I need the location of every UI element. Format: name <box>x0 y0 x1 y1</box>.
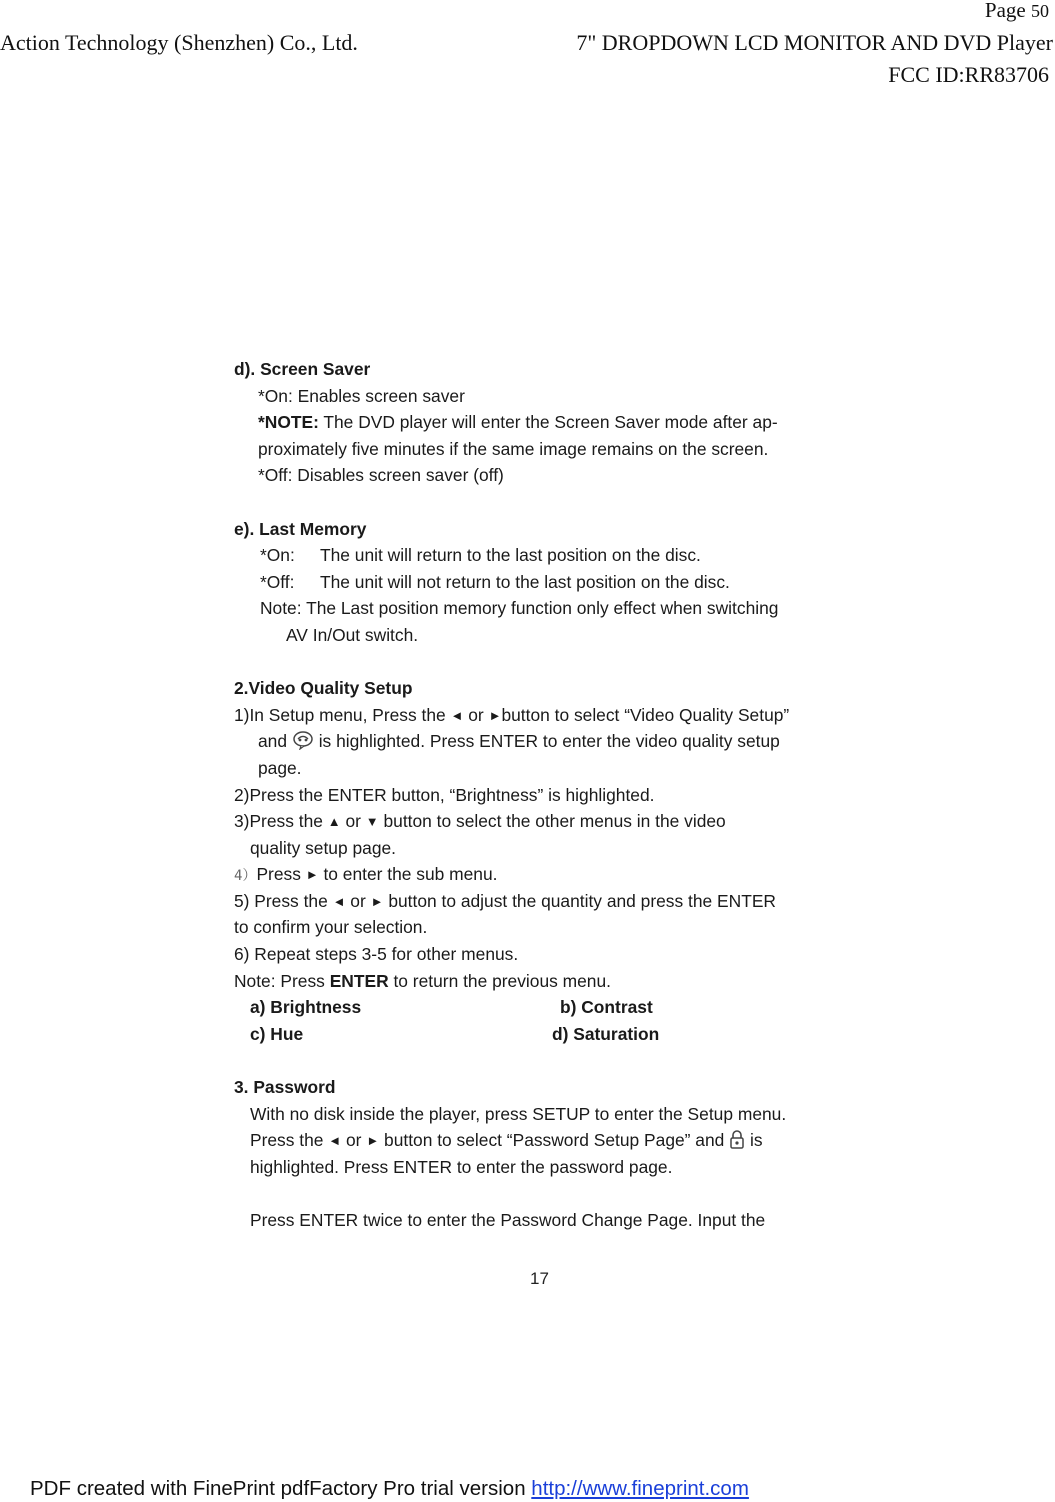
vq-items-row2 <box>234 1021 854 1048</box>
enter-keyword: ENTER <box>329 970 389 991</box>
note-label: *NOTE: <box>258 412 319 433</box>
manual-page-number: 17 <box>530 1269 549 1288</box>
on-text: The unit will return to the last position on the disc. <box>320 545 701 566</box>
vq-step3-line2: quality setup page. <box>250 837 396 858</box>
off-text: The unit will not return to the last position on the disc. <box>320 571 730 592</box>
left-triangle-icon: ◄ <box>328 1133 342 1149</box>
note-text: The DVD player will enter the Screen Saver mode after ap- <box>318 412 778 433</box>
last-memory-off <box>234 569 854 596</box>
text: or <box>340 811 366 832</box>
item-contrast: b) Contrast <box>560 997 653 1018</box>
video-quality-icon <box>292 730 314 758</box>
right-triangle-icon: ► <box>488 707 502 723</box>
footer-link[interactable]: http://www.fineprint.com <box>531 1477 749 1500</box>
vq-items-row1 <box>234 994 854 1021</box>
text: and <box>258 731 292 752</box>
vq-step3-line1 <box>234 808 854 835</box>
page-number: 50 <box>1031 1 1049 21</box>
text: or <box>341 1130 367 1151</box>
spacer <box>234 1180 854 1207</box>
vq-step6: 6) Repeat steps 3-5 for other menus. <box>234 944 519 965</box>
last-memory-on <box>234 542 854 569</box>
screen-saver-off: *Off: Disables screen saver (off) <box>258 465 504 486</box>
last-memory-note-line1: Note: The Last position memory function only effect when switching <box>260 598 779 619</box>
item-saturation: d) Saturation <box>552 1023 660 1044</box>
fcc-id: FCC ID:RR83706 <box>888 62 1049 87</box>
password-line4: Press ENTER twice to enter the Password Change Page. Input the <box>250 1210 766 1230</box>
lock-icon <box>729 1129 745 1157</box>
item-brightness: a) Brightness <box>250 997 362 1018</box>
item-hue: c) Hue <box>250 1023 304 1044</box>
section-title-video-quality: 2.Video Quality Setup <box>234 678 413 699</box>
pdf-footer <box>30 1477 749 1501</box>
text: Note: Press <box>234 970 330 991</box>
text: Press the <box>250 1130 329 1151</box>
on-label: *On: <box>260 545 295 566</box>
footer-text: PDF created with FinePrint pdfFactory Pro trial version <box>30 1477 532 1500</box>
text: 1)In Setup menu, Press the <box>234 704 451 725</box>
text: is <box>745 1130 763 1151</box>
manual-page <box>234 356 854 1234</box>
spacer <box>234 649 854 676</box>
down-triangle-icon: ▼ <box>365 814 379 830</box>
text: or <box>463 704 489 725</box>
right-triangle-icon: ► <box>370 893 384 909</box>
left-triangle-icon: ◄ <box>450 707 464 723</box>
last-memory-note-line2: AV In/Out switch. <box>286 624 419 645</box>
screen-saver-note-line2: proximately five minutes if the same image remains on the screen. <box>258 438 769 459</box>
vq-step1-line1 <box>234 702 854 729</box>
text: button to select the other menus in the video <box>378 811 726 832</box>
page-indicator <box>985 0 1049 23</box>
password-line1: With no disk inside the player, press SETUP to enter the Setup menu. <box>250 1103 787 1124</box>
section-title-screen-saver: d). Screen Saver <box>234 359 371 379</box>
vq-step1-line2 <box>234 728 854 755</box>
off-label: *Off: <box>260 571 295 592</box>
vq-step5-line2: to confirm your selection. <box>234 917 428 938</box>
product-title: 7" DROPDOWN LCD MONITOR AND DVD Player <box>576 30 1053 55</box>
text: button to adjust the quantity and press the ENTER <box>383 890 776 911</box>
vq-step1-line3: page. <box>258 757 302 778</box>
text: button to select “Password Setup Page” and <box>379 1130 730 1151</box>
page-label: Page <box>984 0 1026 22</box>
left-triangle-icon: ◄ <box>332 893 346 909</box>
vq-step5-line1 <box>234 888 854 915</box>
text: is highlighted. Press ENTER to enter the video quality setup <box>313 731 780 752</box>
text: 5) Press the <box>234 890 333 911</box>
password-line2 <box>234 1127 854 1154</box>
step-number: 4） <box>234 868 257 885</box>
screen-saver-on: *On: Enables screen saver <box>258 385 465 406</box>
section-title-last-memory: e). Last Memory <box>234 518 367 539</box>
vq-note <box>234 968 854 995</box>
vq-step4 <box>234 861 854 888</box>
text: or <box>345 890 371 911</box>
text: 3)Press the <box>234 811 328 832</box>
text: button to select “Video Quality Setup” <box>501 704 790 725</box>
text: Press <box>256 864 306 885</box>
section-title-password: 3. Password <box>234 1077 336 1098</box>
text: to return the previous menu. <box>388 970 611 991</box>
spacer <box>234 489 854 516</box>
text: to enter the sub menu. <box>318 864 498 885</box>
password-line3: highlighted. Press ENTER to enter the password page. <box>250 1156 673 1177</box>
up-triangle-icon: ▲ <box>327 814 341 830</box>
screen-saver-note-line1 <box>234 409 854 436</box>
right-triangle-icon: ► <box>305 867 319 883</box>
company-name: Action Technology (Shenzhen) Co., Ltd. <box>0 30 358 55</box>
vq-step2: 2)Press the ENTER button, “Brightness” is highlighted. <box>234 784 655 805</box>
right-triangle-icon: ► <box>366 1133 380 1149</box>
spacer <box>234 1047 854 1074</box>
